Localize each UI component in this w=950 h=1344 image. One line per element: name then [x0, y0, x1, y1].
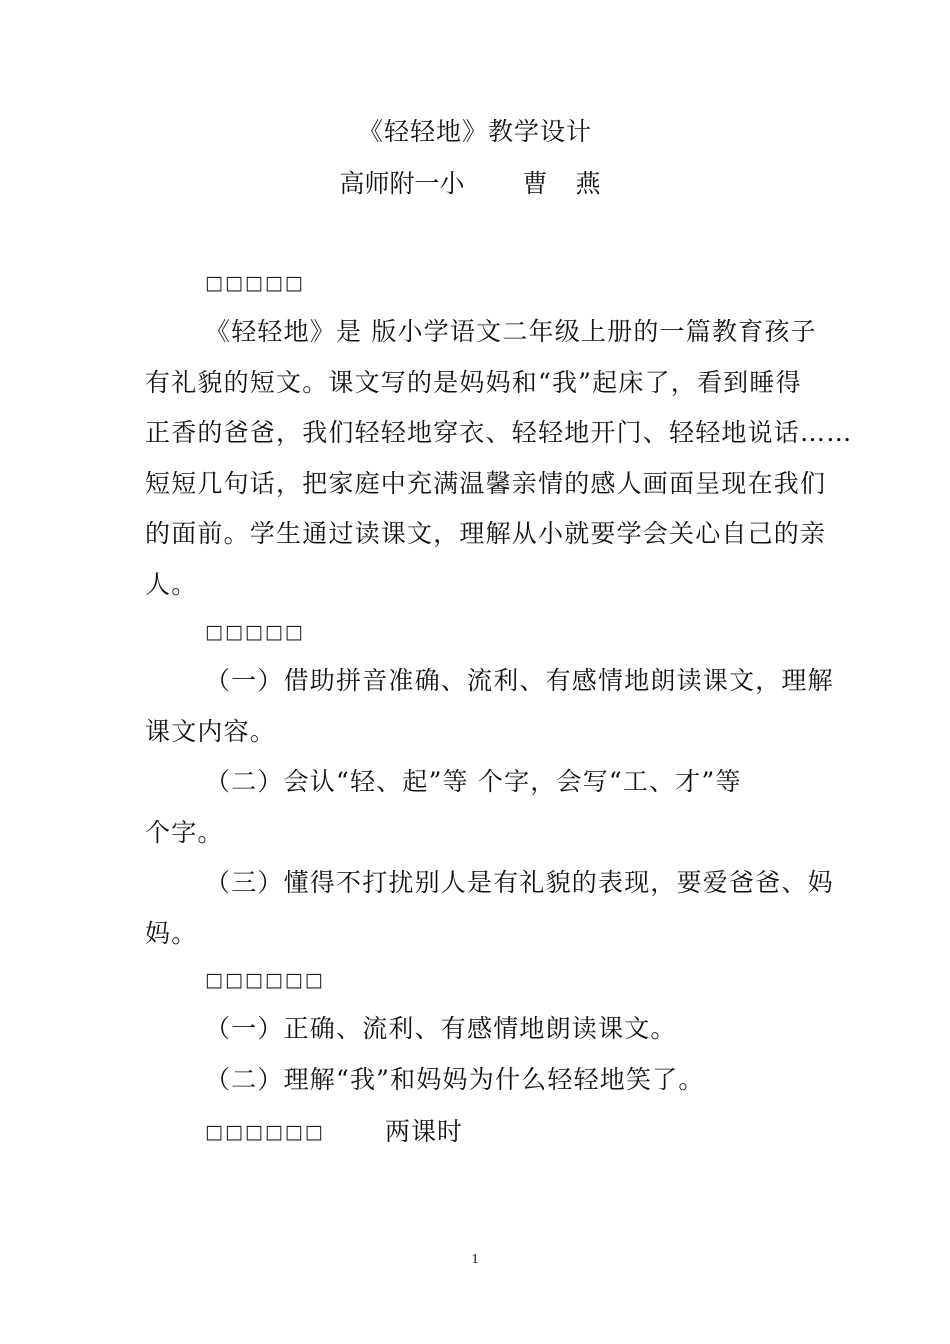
goal-item-continuation: 个字。 — [145, 817, 224, 847]
section-heading-key-points: □□□□□□ — [205, 969, 325, 991]
paragraph-line: 的面前。学生通过读课文，理解从小就要学会关心自己的亲 — [145, 519, 827, 548]
goal-item: （三）懂得不打扰别人是有礼貌的表现，要爱爸爸、妈 — [205, 868, 834, 897]
goal-item-continuation: 妈。 — [145, 918, 198, 948]
page-number: 1 — [471, 1252, 479, 1267]
author-line — [0, 164, 950, 204]
goal-item-continuation: 课文内容。 — [145, 716, 277, 746]
key-points-list — [145, 1004, 810, 1105]
author-name: 曹 燕 — [522, 169, 611, 198]
class-hours-value: 两课时 — [385, 1117, 464, 1146]
goal-item: （一）借助拼音准确、流利、有感情地朗读课文，理解 — [205, 666, 834, 695]
school-name: 高师附一小 — [339, 169, 465, 198]
key-point-item: （二）理解“我”和妈妈为什么轻轻地笑了。 — [205, 1064, 705, 1094]
goal-item: （二）会认“轻、起”等 个字，会写“工、才”等 — [205, 767, 742, 796]
section-heading-teaching-goals: □□□□□ — [205, 621, 305, 643]
paragraph-line: 人。 — [145, 569, 198, 599]
paragraph-line: 正香的爸爸，我们轻轻地穿衣、轻轻地开门、轻轻地说话…… — [145, 418, 853, 447]
key-point-item: （一）正确、流利、有感情地朗读课文。 — [205, 1014, 677, 1043]
section-heading-text-analysis: □□□□□ — [205, 272, 305, 294]
paragraph-line: 有礼貌的短文。课文写的是妈妈和“我”起床了，看到睡得 — [145, 367, 802, 397]
paragraph-line: 《轻轻地》是 版小学语文二年级上册的一篇教育孩子 — [205, 317, 817, 346]
goals-list — [145, 656, 834, 959]
section-heading-class-hours: □□□□□□ — [205, 1121, 325, 1143]
paragraph-line: 短短几句话，把家庭中充满温馨亲情的感人画面呈现在我们 — [145, 468, 827, 498]
intro-paragraph — [145, 307, 853, 610]
document-title: 《轻轻地》教学设计 — [357, 117, 592, 146]
